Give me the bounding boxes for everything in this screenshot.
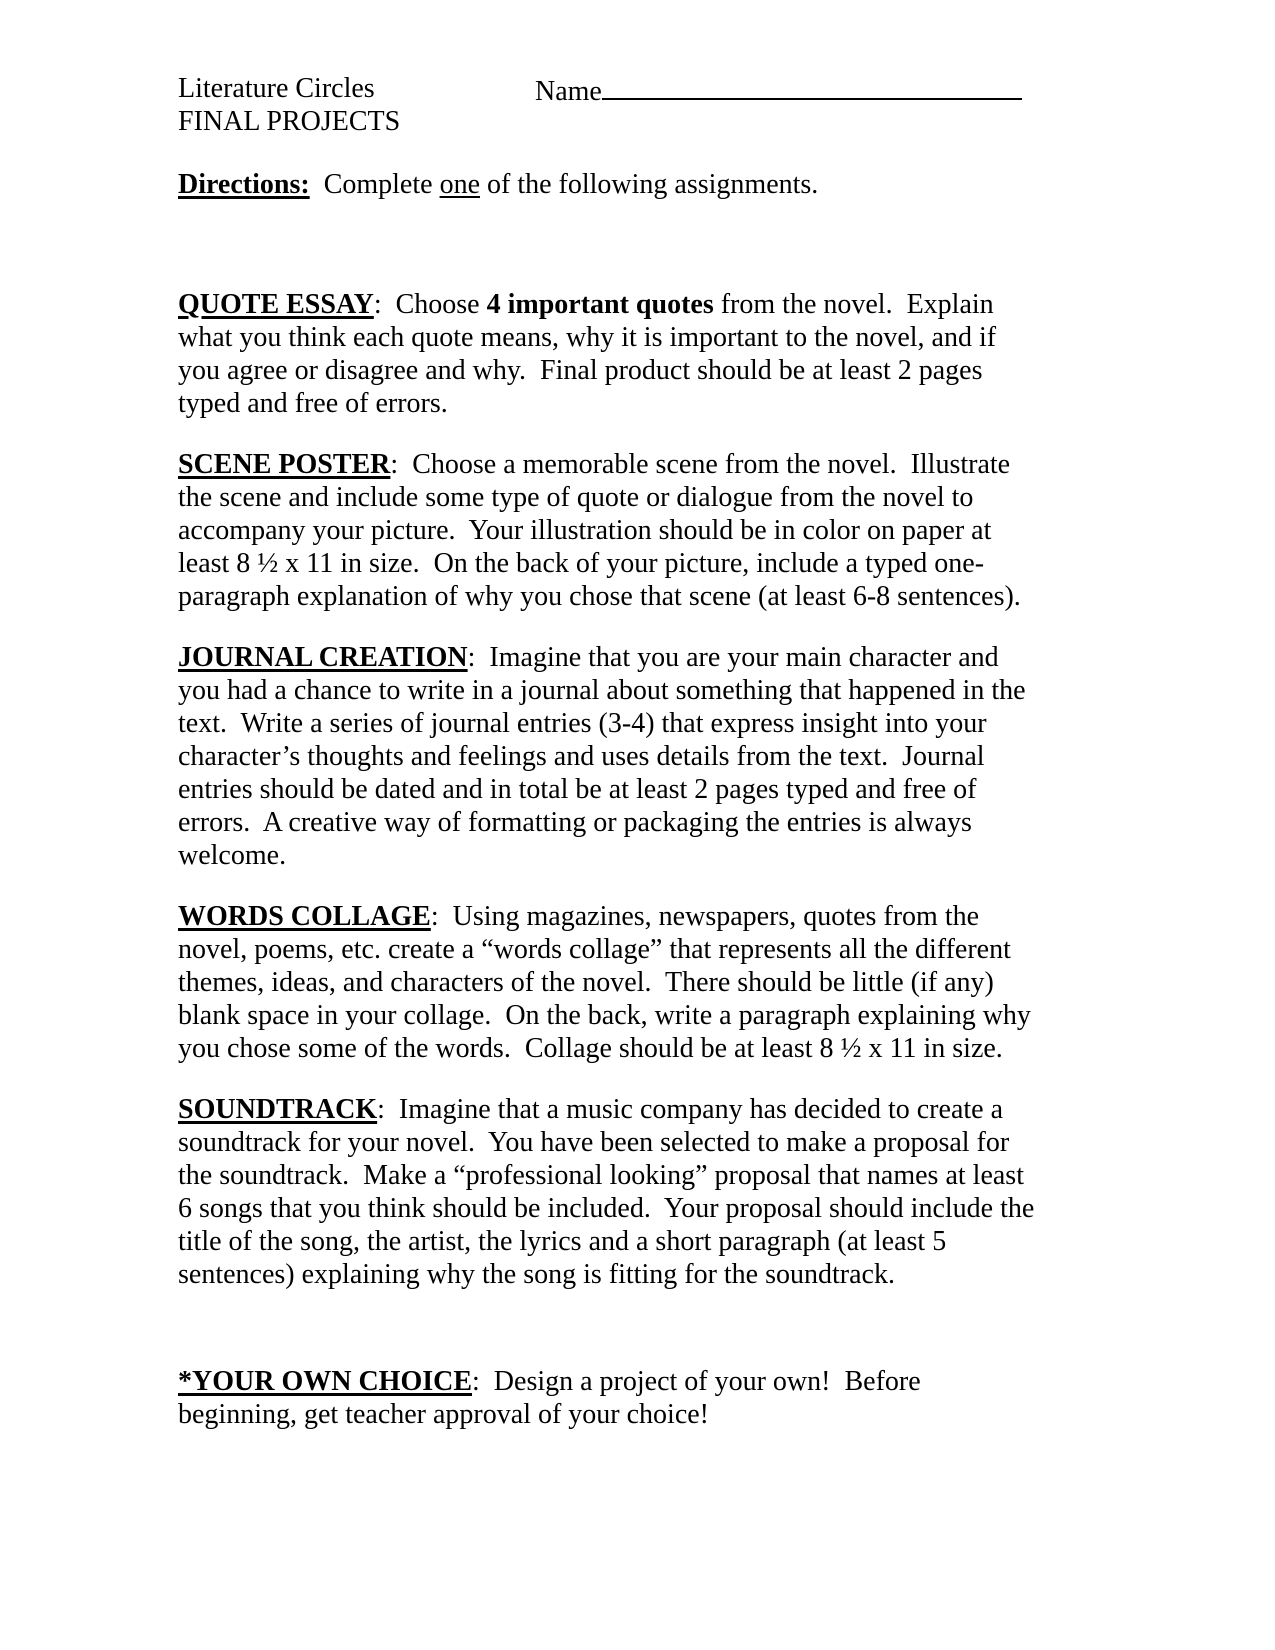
assignment-body-pre: Choose [395, 289, 487, 320]
assignment-body: Imagine that a music company has decided to create a soundtrack for your novel. You have been selected to make a proposal for the soundtrack. Make a “professional looking” proposal that names at least 6 songs that you think should be included. Your proposal should include the title of the song, the artist, the lyrics and a short paragraph (at least 5 sentences) explaining why the song is fitting for the soundtrack. [178, 1094, 1042, 1290]
assignment-separator: : [373, 289, 396, 320]
assignment-heading: SCENE POSTER [178, 449, 391, 480]
assignment-body: Using magazines, newspapers, quotes from the novel, poems, etc. create a “words collage” that represents all the different themes, ideas, and characters of the novel. There should be little (if any) blank space in your collage. On the back, write a paragraph explaining why you chose some of the words. Collage should be at least 8 ½ x 11 in size. [178, 901, 1038, 1064]
assignment-separator: : [467, 642, 490, 673]
page-subtitle: FINAL PROJECTS [178, 106, 401, 137]
assignment-separator: : [390, 449, 413, 480]
assignment-body: Choose a memorable scene from the novel. Illustrate the scene and include some type of quote or dialogue from the novel to accompany your picture. Your illustration should be in color on paper at least 8 ½ x 11 in size. On the back of your picture, include a typed one-paragraph explanation of why you chose that scene (at least 6-8 sentences). [178, 449, 1021, 612]
assignment-scene-poster [178, 448, 1043, 613]
name-label: Name [535, 76, 602, 107]
assignment-separator: : [377, 1094, 399, 1125]
document-body [178, 72, 1043, 1431]
assignment-journal-creation [178, 641, 1043, 872]
directions-label: Directions: [178, 169, 310, 200]
assignment-quote-essay [178, 288, 1043, 420]
assignment-body-bold: 4 important quotes [486, 289, 714, 320]
directions-emphasized-word: one [439, 169, 480, 200]
assignment-heading: WORDS COLLAGE [178, 901, 431, 932]
assignment-heading: *YOUR OWN CHOICE [178, 1366, 473, 1397]
directions-text-before: Complete [309, 169, 440, 200]
assignment-separator: : [472, 1366, 494, 1397]
directions-line [178, 168, 1043, 201]
assignment-body: Design a project of your own! Before beginning, get teacher approval of your choice! [178, 1366, 928, 1430]
assignment-your-own-choice [178, 1365, 1043, 1431]
assignment-words-collage [178, 900, 1043, 1065]
assignment-heading: QUOTE ESSAY [178, 289, 374, 320]
page-title: Literature Circles [178, 73, 375, 104]
assignment-body: Imagine that you are your main character and you had a chance to write in a journal about something that happened in the text. Write a series of journal entries (3-4) that express insight into your character’s thoughts and feelings and uses details from the text. Journal entries should be dated and in total be at least 2 pages typed and free of errors. A creative way of formatting or packaging the entries is always welcome. [178, 642, 1033, 871]
assignment-heading: SOUNDTRACK [178, 1094, 378, 1125]
directions-text-after: of the following assignments. [480, 169, 819, 200]
assignment-soundtrack [178, 1093, 1043, 1291]
assignment-separator: : [430, 901, 453, 932]
assignment-body-post: from the novel. Explain what you think each quote means, why it is important to the novel, and if you agree or disagree and why. Final product should be at least 2 pages typed and free of errors. [178, 289, 1004, 419]
assignment-heading: JOURNAL CREATION [178, 642, 468, 673]
